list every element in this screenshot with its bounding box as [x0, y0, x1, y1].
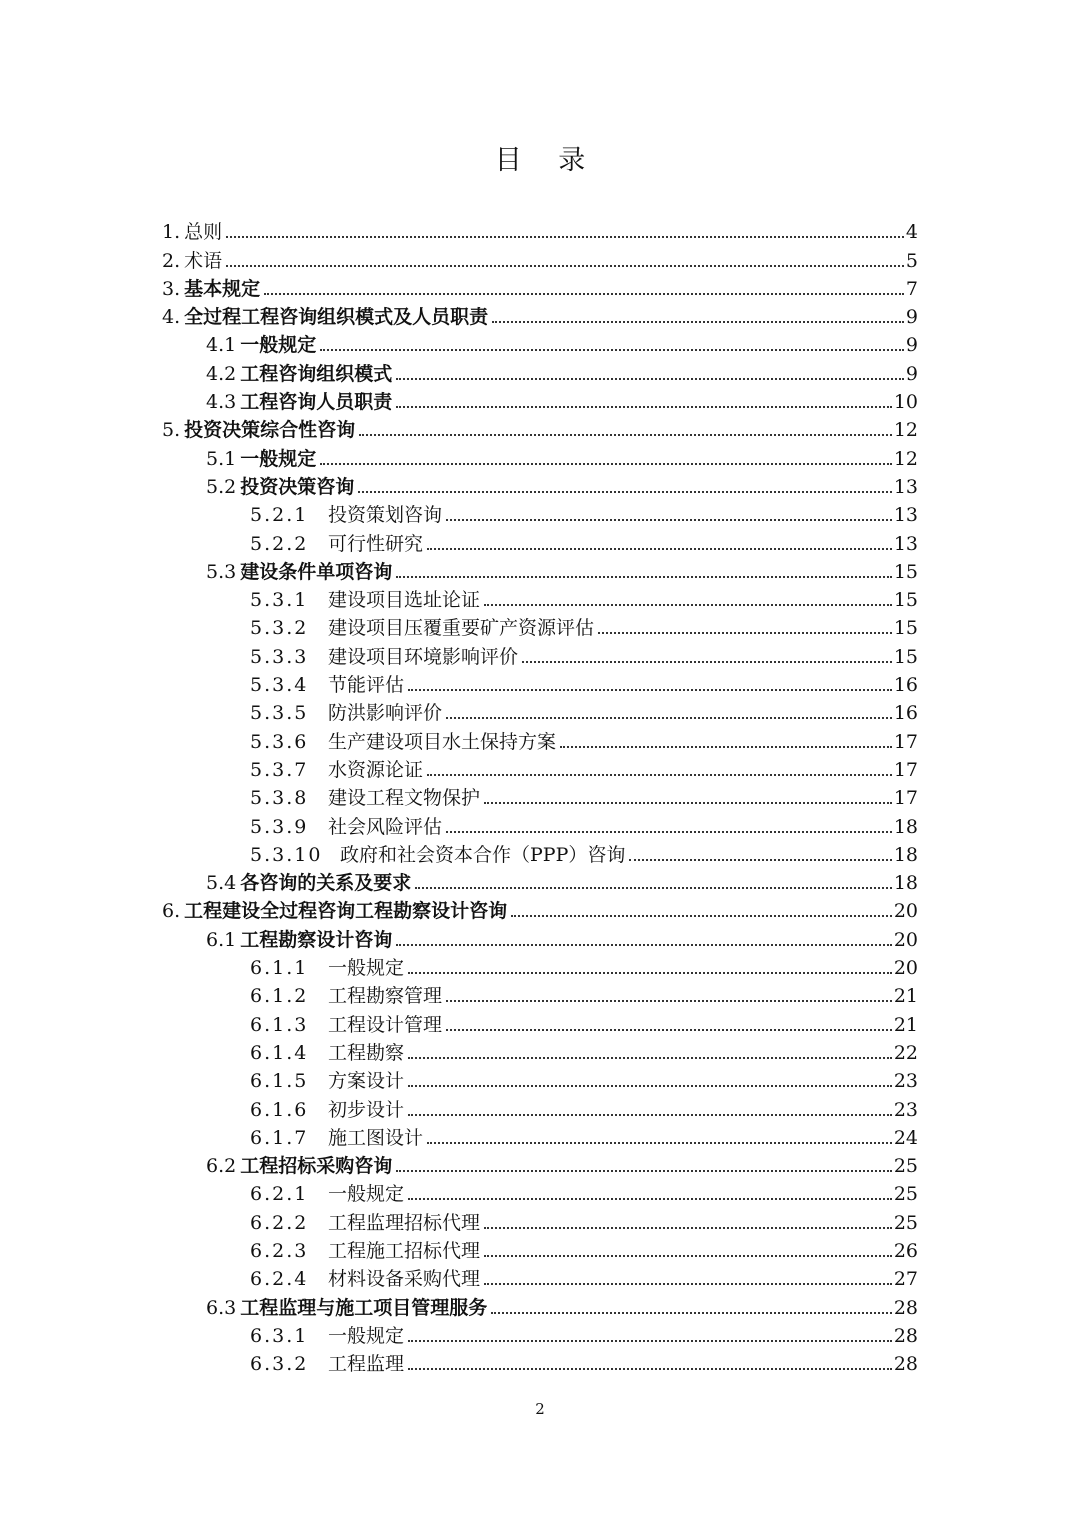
toc-entry-number: 6.1 — [206, 928, 237, 951]
toc-entry-title: 初步设计 — [328, 1098, 405, 1121]
toc-entry[interactable] — [162, 1067, 918, 1095]
toc-entry-title: 一般规定 — [328, 1324, 405, 1347]
toc-entry[interactable] — [162, 727, 918, 755]
toc-leader-dots — [408, 689, 892, 691]
toc-entry-page: 4 — [905, 221, 918, 244]
toc-leader-dots — [484, 1283, 892, 1285]
toc-entry-number: 5.2 — [206, 475, 237, 498]
toc-entry-number: 6.2 — [206, 1155, 237, 1178]
toc-entry-page: 22 — [893, 1041, 918, 1064]
toc-entry[interactable] — [162, 416, 918, 444]
toc-entry-title: 投资决策咨询 — [240, 475, 355, 498]
toc-entry-number: 4.2 — [206, 362, 237, 385]
toc-leader-dots — [320, 463, 892, 465]
toc-entry-title: 工程咨询组织模式 — [240, 362, 393, 385]
toc-entry-title: 材料设备采购代理 — [328, 1268, 481, 1291]
toc-entry[interactable] — [162, 473, 918, 501]
toc-entry-page: 13 — [893, 504, 918, 527]
toc-entry-title: 建设工程文物保护 — [328, 787, 481, 810]
toc-entry[interactable] — [162, 1208, 918, 1236]
toc-entry[interactable] — [162, 331, 918, 359]
toc-entry-number: 6.1.7 — [250, 1126, 309, 1149]
toc-entry[interactable] — [162, 756, 918, 784]
toc-entry[interactable] — [162, 1180, 918, 1208]
toc-entry-number: 5.2.2 — [250, 532, 309, 555]
toc-leader-dots — [359, 434, 892, 436]
toc-entry-page: 18 — [893, 872, 918, 895]
toc-entry-page: 18 — [893, 815, 918, 838]
toc-entry-page: 20 — [893, 900, 918, 923]
toc-entry-title: 工程勘察设计咨询 — [240, 928, 393, 951]
toc-entry-number: 6.2.4 — [250, 1268, 309, 1291]
toc-entry[interactable] — [162, 1322, 918, 1350]
toc-entry-page: 16 — [893, 702, 918, 725]
toc-leader-dots — [408, 1368, 892, 1370]
toc-entry[interactable] — [162, 359, 918, 387]
toc-entry[interactable] — [162, 246, 918, 274]
toc-entry-title: 水资源论证 — [328, 758, 424, 781]
toc-entry-number: 4.3 — [206, 391, 237, 414]
toc-entry[interactable] — [162, 218, 918, 246]
toc-entry-number: 2. — [162, 249, 181, 272]
toc-entry[interactable] — [162, 642, 918, 670]
toc-entry-number: 6.1.6 — [250, 1098, 309, 1121]
toc-entry-page: 18 — [893, 843, 918, 866]
toc-leader-dots — [408, 1057, 892, 1059]
toc-entry-page: 17 — [893, 758, 918, 781]
toc-entry[interactable] — [162, 1152, 918, 1180]
toc-entry-page: 28 — [893, 1353, 918, 1376]
toc-entry-number: 5.4 — [206, 872, 237, 895]
toc-entry-page: 27 — [893, 1268, 918, 1291]
toc-leader-dots — [226, 236, 904, 238]
toc-entry-number: 5.3.10 — [250, 843, 323, 866]
toc-leader-dots — [396, 944, 892, 946]
toc-entry-page: 10 — [893, 391, 918, 414]
toc-entry-page: 15 — [893, 589, 918, 612]
toc-entry[interactable] — [162, 1293, 918, 1321]
toc-leader-dots — [560, 746, 892, 748]
toc-entry-number: 4.1 — [206, 334, 237, 357]
toc-leader-dots — [446, 519, 892, 521]
toc-entry-number: 6.1.3 — [250, 1013, 309, 1036]
toc-entry-page: 23 — [893, 1098, 918, 1121]
toc-entry-title: 术语 — [184, 249, 223, 272]
toc-entry-page: 28 — [893, 1296, 918, 1319]
toc-entry[interactable] — [162, 869, 918, 897]
toc-entry-title: 一般规定 — [328, 957, 405, 980]
toc-entry[interactable] — [162, 501, 918, 529]
toc-entry-number: 6.2.2 — [250, 1211, 309, 1234]
toc-entry-page: 13 — [893, 475, 918, 498]
toc-entry-number: 6. — [162, 900, 181, 923]
toc-entry-title: 建设项目选址论证 — [328, 589, 481, 612]
toc-entry-title: 工程监理与施工项目管理服务 — [240, 1296, 488, 1319]
toc-leader-dots — [396, 378, 904, 380]
toc-entry-page: 15 — [893, 645, 918, 668]
toc-entry-title: 总则 — [184, 221, 223, 244]
toc-leader-dots — [320, 349, 904, 351]
toc-entry-title: 工程咨询人员职责 — [240, 391, 393, 414]
toc-entry-page: 25 — [893, 1211, 918, 1234]
toc-entry-number: 1. — [162, 221, 181, 244]
toc-entry-page: 23 — [893, 1070, 918, 1093]
toc-entry-number: 5.3.9 — [250, 815, 309, 838]
toc-entry-title: 投资决策综合性咨询 — [184, 419, 356, 442]
toc-leader-dots — [598, 632, 892, 634]
toc-entry[interactable] — [162, 1350, 918, 1378]
toc-entry-title: 一般规定 — [240, 334, 317, 357]
toc-leader-dots — [484, 1227, 892, 1229]
toc-leader-dots — [492, 321, 904, 323]
toc-entry[interactable] — [162, 954, 918, 982]
toc-entry-title: 建设项目压覆重要矿产资源评估 — [328, 617, 595, 640]
toc-entry[interactable] — [162, 1237, 918, 1265]
toc-entry-title: 投资策划咨询 — [328, 504, 443, 527]
toc-entry[interactable] — [162, 699, 918, 727]
toc-entry-title: 工程建设全过程咨询工程勘察设计咨询 — [184, 900, 508, 923]
table-of-contents — [162, 218, 918, 1378]
toc-entry-title: 建设项目环境影响评价 — [328, 645, 519, 668]
toc-leader-dots — [484, 604, 892, 606]
toc-entry-number: 6.1.1 — [250, 957, 309, 980]
toc-entry-title: 方案设计 — [328, 1070, 405, 1093]
toc-entry[interactable] — [162, 925, 918, 953]
toc-entry-page: 13 — [893, 532, 918, 555]
toc-entry-page: 9 — [905, 306, 918, 329]
toc-leader-dots — [484, 1255, 892, 1257]
toc-entry[interactable] — [162, 671, 918, 699]
toc-leader-dots — [408, 1085, 892, 1087]
toc-entry-number: 5.3.1 — [250, 589, 309, 612]
toc-entry-page: 17 — [893, 730, 918, 753]
toc-entry-title: 一般规定 — [328, 1183, 405, 1206]
toc-entry-page: 16 — [893, 674, 918, 697]
toc-leader-dots — [446, 831, 892, 833]
toc-entry-number: 6.1.2 — [250, 985, 309, 1008]
toc-entry-title: 社会风险评估 — [328, 815, 443, 838]
toc-entry-title: 工程设计管理 — [328, 1013, 443, 1036]
toc-entry-title: 可行性研究 — [328, 532, 424, 555]
toc-entry[interactable] — [162, 388, 918, 416]
toc-leader-dots — [446, 1000, 892, 1002]
toc-entry-page: 9 — [905, 362, 918, 385]
toc-entry-title: 施工图设计 — [328, 1126, 424, 1149]
toc-entry-page: 5 — [905, 249, 918, 272]
toc-entry-number: 5. — [162, 419, 181, 442]
toc-entry-page: 20 — [893, 928, 918, 951]
toc-leader-dots — [446, 1029, 892, 1031]
toc-entry[interactable] — [162, 1265, 918, 1293]
toc-entry-number: 6.2.3 — [250, 1239, 309, 1262]
toc-entry[interactable] — [162, 1010, 918, 1038]
toc-leader-dots — [408, 1198, 892, 1200]
toc-leader-dots — [629, 859, 891, 861]
toc-entry-page: 17 — [893, 787, 918, 810]
toc-entry-title: 工程勘察管理 — [328, 985, 443, 1008]
toc-entry-title: 工程监理 — [328, 1353, 405, 1376]
toc-entry-title: 工程招标采购咨询 — [240, 1155, 393, 1178]
toc-entry-number: 5.3.7 — [250, 758, 309, 781]
toc-leader-dots — [264, 293, 904, 295]
page-title: 目 录 — [494, 145, 600, 176]
toc-entry-page: 26 — [893, 1239, 918, 1262]
toc-entry-page: 12 — [893, 447, 918, 470]
toc-entry-title: 政府和社会资本合作（PPP）咨询 — [340, 843, 626, 866]
toc-entry-page: 15 — [893, 560, 918, 583]
toc-entry-title: 全过程工程咨询组织模式及人员职责 — [184, 306, 489, 329]
toc-entry-number: 6.3.2 — [250, 1353, 309, 1376]
toc-entry[interactable] — [162, 586, 918, 614]
toc-leader-dots — [427, 774, 892, 776]
toc-entry-title: 工程施工招标代理 — [328, 1239, 481, 1262]
toc-entry[interactable] — [162, 897, 918, 925]
toc-entry-number: 6.3.1 — [250, 1324, 309, 1347]
toc-entry-number: 5.1 — [206, 447, 237, 470]
toc-entry-title: 工程勘察 — [328, 1041, 405, 1064]
toc-entry-number: 5.3 — [206, 560, 237, 583]
toc-entry-title: 一般规定 — [240, 447, 317, 470]
toc-entry-page: 15 — [893, 617, 918, 640]
toc-entry-page: 25 — [893, 1155, 918, 1178]
toc-entry[interactable] — [162, 529, 918, 557]
toc-entry-title: 工程监理招标代理 — [328, 1211, 481, 1234]
toc-entry-page: 12 — [893, 419, 918, 442]
toc-leader-dots — [484, 802, 892, 804]
toc-entry-number: 4. — [162, 306, 181, 329]
toc-leader-dots — [427, 548, 892, 550]
toc-leader-dots — [522, 661, 892, 663]
toc-entry-number: 5.3.8 — [250, 787, 309, 810]
toc-leader-dots — [511, 915, 892, 917]
toc-entry-number: 5.3.5 — [250, 702, 309, 725]
toc-leader-dots — [408, 972, 892, 974]
toc-entry[interactable] — [162, 275, 918, 303]
toc-leader-dots — [408, 1340, 892, 1342]
toc-entry-page: 9 — [905, 334, 918, 357]
toc-leader-dots — [226, 265, 904, 267]
toc-entry-title: 防洪影响评价 — [328, 702, 443, 725]
toc-entry-number: 5.3.4 — [250, 674, 309, 697]
toc-entry-title: 建设条件单项咨询 — [240, 560, 393, 583]
toc-entry-number: 6.1.5 — [250, 1070, 309, 1093]
toc-leader-dots — [415, 887, 892, 889]
toc-entry-number: 5.2.1 — [250, 504, 309, 527]
toc-entry-page: 25 — [893, 1183, 918, 1206]
toc-entry[interactable] — [162, 812, 918, 840]
toc-entry-number: 6.3 — [206, 1296, 237, 1319]
toc-entry[interactable] — [162, 1039, 918, 1067]
toc-entry-number: 5.3.2 — [250, 617, 309, 640]
toc-entry-page: 24 — [893, 1126, 918, 1149]
toc-entry[interactable] — [162, 1124, 918, 1152]
toc-entry[interactable] — [162, 444, 918, 472]
toc-entry-page: 21 — [893, 1013, 918, 1036]
toc-entry[interactable] — [162, 784, 918, 812]
toc-leader-dots — [408, 1114, 892, 1116]
toc-entry-title: 节能评估 — [328, 674, 405, 697]
toc-entry-page: 28 — [893, 1324, 918, 1347]
toc-leader-dots — [427, 1142, 892, 1144]
toc-entry[interactable] — [162, 614, 918, 642]
toc-leader-dots — [358, 491, 892, 493]
toc-entry-number: 6.1.4 — [250, 1041, 309, 1064]
toc-entry-page: 7 — [905, 277, 918, 300]
toc-leader-dots — [396, 576, 892, 578]
toc-entry[interactable] — [162, 303, 918, 331]
toc-entry-page: 21 — [893, 985, 918, 1008]
toc-entry-number: 6.2.1 — [250, 1183, 309, 1206]
toc-entry-title: 生产建设项目水土保持方案 — [328, 730, 557, 753]
toc-entry-number: 5.3.3 — [250, 645, 309, 668]
toc-entry[interactable] — [162, 1095, 918, 1123]
toc-leader-dots — [396, 1170, 892, 1172]
toc-leader-dots — [396, 406, 892, 408]
toc-entry[interactable] — [162, 841, 918, 869]
toc-entry-number: 3. — [162, 277, 181, 300]
toc-leader-dots — [446, 717, 892, 719]
toc-entry-title: 各咨询的关系及要求 — [240, 872, 412, 895]
toc-entry[interactable] — [162, 558, 918, 586]
toc-entry-title: 基本规定 — [184, 277, 261, 300]
toc-entry-number: 5.3.6 — [250, 730, 309, 753]
toc-entry-page: 20 — [893, 957, 918, 980]
toc-entry[interactable] — [162, 982, 918, 1010]
page-number: 2 — [535, 1400, 545, 1418]
toc-leader-dots — [491, 1312, 892, 1314]
